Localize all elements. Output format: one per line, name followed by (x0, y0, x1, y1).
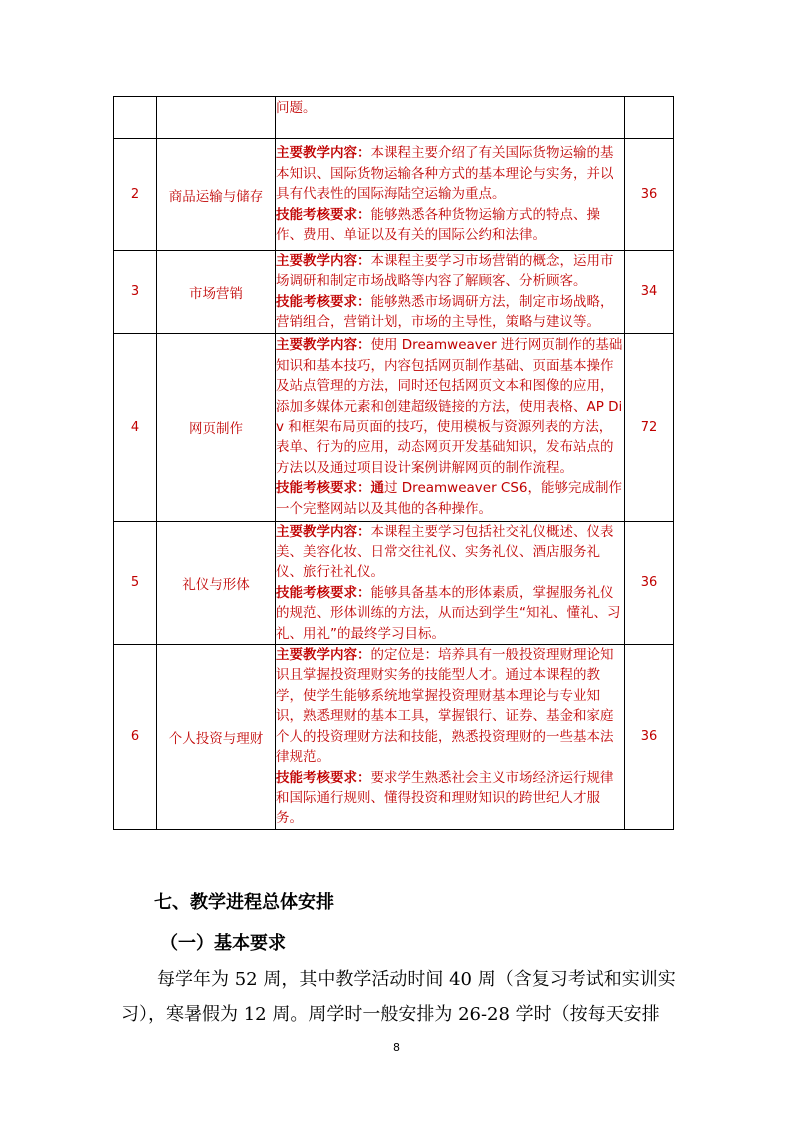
course-hours (625, 97, 674, 139)
skill-label: 技能考核要求： (276, 769, 371, 786)
content-text: 问题。 (276, 100, 317, 116)
skill-label: 技能考核要求：通 (276, 480, 384, 497)
skill-text: 能够熟悉市场调研方法，制定市场战略，营销组合，营销计划，市场的主导性，策略与建议等。 (276, 293, 614, 331)
content-text: 本课程主要学习包括社交礼仪概述、仪表美、美容化妆、日常交往礼仪、实务礼仪、酒店服务礼仪、旅行社礼仪。 (276, 523, 614, 581)
course-name (157, 97, 276, 139)
course-hours: 36 (625, 645, 674, 830)
course-number (114, 97, 157, 139)
course-number: 3 (114, 251, 157, 334)
page-number: 8 (393, 1041, 400, 1054)
course-name: 网页制作 (157, 333, 276, 521)
table-row (114, 139, 674, 251)
skill-text: 能够具备基本的形体素质，掌握服务礼仪的规范、形体训练的方法，从而达到学生“知礼、懂礼、习礼、用礼”的最终学习目标。 (276, 584, 621, 642)
skill-text: 过 Dreamweaver CS6，能够完成制作一个完整网站以及其他的各种操作。 (276, 480, 623, 517)
course-description (276, 333, 625, 521)
content-label: 主要教学内容： (276, 523, 371, 540)
skill-label: 技能考核要求： (276, 584, 371, 601)
content-label: 主要教学内容： (276, 647, 371, 664)
course-hours: 36 (625, 521, 674, 644)
course-name: 礼仪与形体 (157, 521, 276, 644)
table-row (114, 521, 674, 644)
skill-label: 技能考核要求： (276, 293, 371, 310)
content-text: 本课程主要介绍了有关国际货物运输的基本知识、国际货物运输各种方式的基本理论与实务，并以具有代表性的国际海陆空运输为重点。 (276, 145, 614, 203)
course-number: 6 (114, 645, 157, 830)
skill-label: 技能考核要求： (276, 206, 371, 223)
content-text: 本课程主要学习市场营销的概念，运用市场调研和制定市场战略等内容了解顾客、分析顾客。 (276, 253, 614, 290)
course-hours: 72 (625, 333, 674, 521)
content-text: 使用 Dreamweaver 进行网页制作的基础知识和基本技巧，内容包括网页制作基础、页面基本操作及站点管理的方法，同时还包括网页文本和图像的应用，添加多媒体元素和创建超级链接的方法，使用表格、AP Div 和框架布局页面的技巧，使用模板与资源列表的方法，表单、行为的应用，动态网页开发基础知识，发布站点的方法以及通过项目设计案例讲解网页的制作流程。 (276, 337, 623, 476)
course-number: 5 (114, 521, 157, 644)
course-hours: 36 (625, 139, 674, 251)
content-label: 主要教学内容： (276, 337, 371, 354)
table-row (114, 333, 674, 521)
course-name: 个人投资与理财 (157, 645, 276, 830)
body-paragraph: 每学年为 52 周，其中教学活动时间 40 周（含复习考试和实训实习），寒暑假为 12 周。周学时一般安排为 26-28 学时（按每天安排 (121, 969, 676, 1025)
course-description (276, 521, 625, 644)
course-name: 市场营销 (157, 251, 276, 334)
course-name: 商品运输与储存 (157, 139, 276, 251)
course-description (276, 139, 625, 251)
content-label: 主要教学内容： (276, 145, 371, 162)
skill-text: 要求学生熟悉社会主义市场经济运行规律和国际通行规则、懂得投资和理财知识的跨世纪人才服务。 (276, 769, 614, 827)
skill-text: 能够熟悉各种货物运输方式的特点、操作、费用、单证以及有关的国际公约和法律。 (276, 206, 600, 244)
table-row (114, 97, 674, 139)
course-description (276, 251, 625, 334)
table-row (114, 251, 674, 334)
content-text: 的定位是：培养具有一般投资理财理论知识且掌握投资理财实务的技能型人才。通过本课程的教学，使学生能够系统地掌握投资理财基本理论与专业知识，熟悉理财的基本工具，掌握银行、证券、基金和家庭个人的投资理财方法和技能，熟悉投资理财的一些基本法律规范。 (276, 647, 614, 766)
section-heading: 七、教学进程总体安排 (154, 892, 334, 913)
curriculum-table (113, 96, 674, 830)
course-description (276, 97, 625, 139)
table-row (114, 645, 674, 830)
course-description (276, 645, 625, 830)
subsection-heading: （一）基本要求 (160, 933, 286, 954)
content-label: 主要教学内容： (276, 253, 371, 269)
course-number: 2 (114, 139, 157, 251)
course-hours: 34 (625, 251, 674, 334)
course-number: 4 (114, 333, 157, 521)
